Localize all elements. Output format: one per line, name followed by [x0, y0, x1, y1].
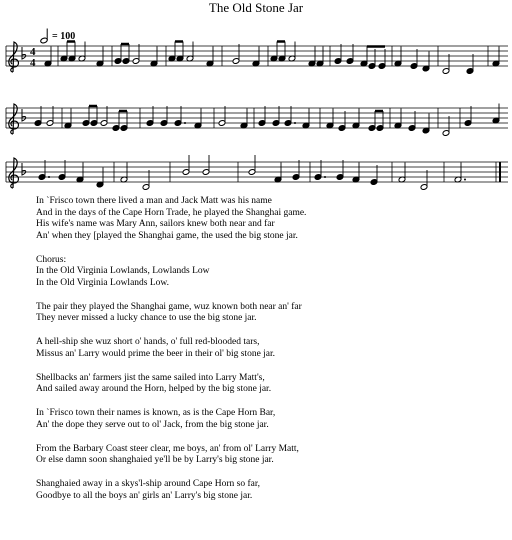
music-staff-3	[0, 144, 512, 204]
lyrics-line: From the Barbary Coast steer clear, me boys, an' from ol' Larry Matt,	[36, 443, 299, 454]
lyrics-line: And in the days of the Cape Horn Trade, he played the Shanghai game.	[36, 207, 307, 218]
tempo-value: = 100	[52, 30, 76, 42]
lyrics-stanza	[36, 302, 496, 325]
lyrics-line: Shanghaied away in a skys'l-ship around Cape Horn so far,	[36, 479, 261, 489]
treble-clef-icon	[9, 158, 19, 188]
lyrics-line: In `Frisco town there lived a man and Jack Matt was his name	[36, 196, 272, 206]
lyrics-stanza	[36, 373, 496, 396]
lyrics-line: Chorus:	[36, 254, 67, 265]
lyrics-block	[36, 196, 496, 515]
treble-clef-icon	[9, 104, 19, 134]
music-staff-2	[0, 90, 512, 150]
music-staff-1	[0, 28, 512, 88]
time-signature-top: 4	[30, 46, 36, 58]
flat-sign-icon	[22, 47, 26, 59]
lyrics-stanza	[36, 479, 496, 502]
note-dot	[48, 176, 50, 178]
lyrics-stanza	[36, 337, 496, 360]
lyrics-line: In the Old Virginia Lowlands Low.	[36, 277, 170, 288]
lyrics-line: In `Frisco town their names is known, as is the Cape Horn Bar,	[36, 408, 276, 418]
lyrics-line: Shellbacks an' farmers jist the same sailed into Larry Matt's,	[36, 372, 265, 383]
note-dot	[184, 122, 186, 124]
lyrics-line: They never missed a lucky chance to use the big stone jar.	[36, 313, 257, 323]
treble-clef-icon	[9, 42, 19, 72]
lyrics-line: In the Old Virginia Lowlands, Lowlands Low	[36, 266, 210, 276]
flat-sign-icon	[22, 163, 26, 175]
lyrics-line: Goodbye to all the boys an' girls an' Larry's big stone jar.	[36, 490, 253, 501]
lyrics-line: An' when they [played the Shanghai game, the used the big stone jar.	[36, 230, 298, 241]
lyrics-stanza	[36, 408, 496, 431]
lyrics-stanza	[36, 255, 496, 290]
lyrics-line: Or else damn soon shanghaied ye'll be by Larry's big stone jar.	[36, 455, 274, 465]
note-dot	[464, 179, 466, 181]
lyrics-stanza	[36, 196, 496, 242]
lyrics-line: His wife's name was Mary Ann, sailors knew both near and far	[36, 219, 275, 229]
flat-sign-icon	[22, 109, 26, 121]
song-title: The Old Stone Jar	[208, 0, 304, 15]
note-dot	[294, 122, 296, 124]
lyrics-line: Missus an' Larry would prime the beer in their ol' big stone jar.	[36, 348, 276, 359]
lyrics-stanza	[36, 444, 496, 467]
lyrics-line: A hell-ship she wuz short o' hands, o' full red-blooded tars,	[36, 337, 260, 347]
note-dot	[324, 176, 326, 178]
time-signature-bottom: 4	[30, 57, 36, 69]
lyrics-line: An' the dope they serve out to ol' Jack, from the big stone jar.	[36, 419, 269, 430]
lyrics-line: And sailed away around the Horn, helped by the big stone jar.	[36, 384, 272, 394]
lyrics-line: The pair they played the Shanghai game, wuz known both near an' far	[36, 301, 302, 312]
